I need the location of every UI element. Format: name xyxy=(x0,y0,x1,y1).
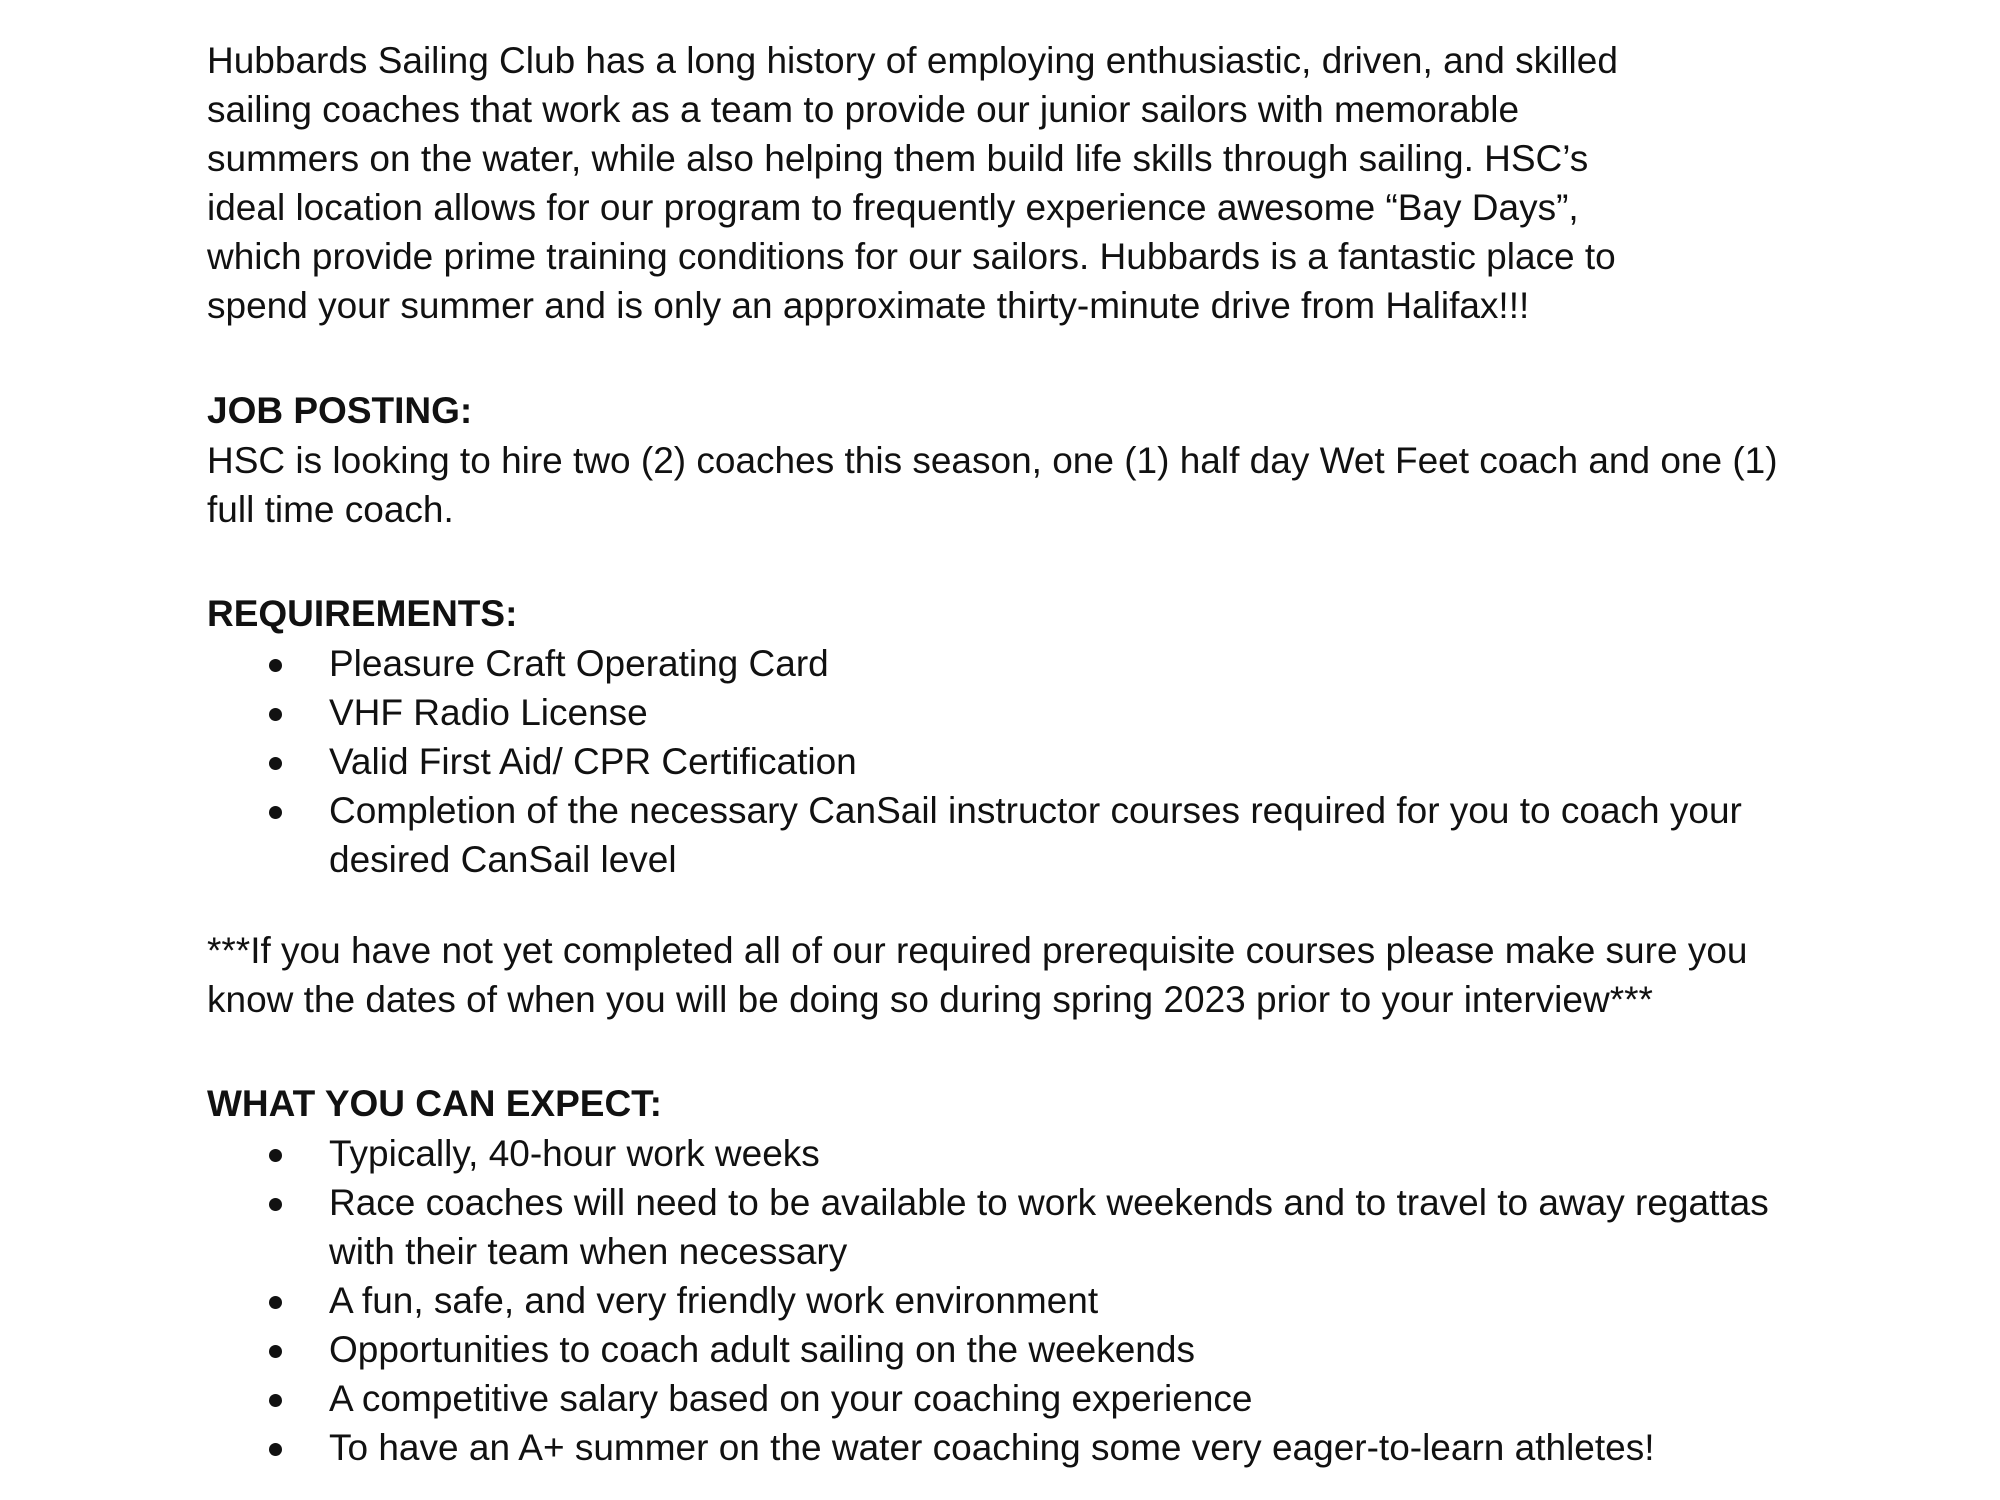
requirement-text: Pleasure Craft Operating Card xyxy=(329,643,829,684)
list-item xyxy=(207,1178,1789,1276)
requirements-section xyxy=(207,589,1807,884)
requirement-text: Completion of the necessary CanSail instructor courses required for you to coach your desired CanSail level xyxy=(329,790,1742,880)
list-item xyxy=(207,1325,1789,1374)
expectations-list xyxy=(207,1129,1807,1472)
requirement-text: Valid First Aid/ CPR Certification xyxy=(329,741,857,782)
list-item xyxy=(207,737,1789,786)
note-line: ***If you have not yet completed all of our required prerequisite courses please make sure you xyxy=(207,930,1748,971)
bullet-icon xyxy=(269,757,282,770)
job-posting-line: full time coach. xyxy=(207,489,454,530)
bullet-icon xyxy=(269,806,282,819)
expectation-text: Race coaches will need to be available to work weekends and to travel to away regattas with their team when necessary xyxy=(329,1182,1769,1272)
bullet-icon xyxy=(269,708,282,721)
job-posting-section xyxy=(207,386,1807,534)
prerequisite-note xyxy=(207,926,1807,1024)
expectation-text: Opportunities to coach adult sailing on the weekends xyxy=(329,1329,1195,1370)
expectation-text: To have an A+ summer on the water coaching some very eager-to-learn athletes! xyxy=(329,1427,1655,1468)
requirements-list xyxy=(207,639,1807,884)
requirement-text: VHF Radio License xyxy=(329,692,648,733)
intro-line: ideal location allows for our program to frequently experience awesome “Bay Days”, xyxy=(207,187,1579,228)
intro-line: Hubbards Sailing Club has a long history of employing enthusiastic, driven, and skilled xyxy=(207,40,1618,81)
intro-line: which provide prime training conditions for our sailors. Hubbards is a fantastic place to xyxy=(207,236,1616,277)
bullet-icon xyxy=(269,1443,282,1456)
expectations-heading: WHAT YOU CAN EXPECT: xyxy=(207,1083,662,1124)
expectation-text: A competitive salary based on your coaching experience xyxy=(329,1378,1253,1419)
list-item xyxy=(207,1423,1789,1472)
bullet-icon xyxy=(269,1345,282,1358)
bullet-icon xyxy=(269,1149,282,1162)
bullet-icon xyxy=(269,1394,282,1407)
requirements-heading: REQUIREMENTS: xyxy=(207,593,518,634)
job-posting-line: HSC is looking to hire two (2) coaches this season, one (1) half day Wet Feet coach and one (1) xyxy=(207,440,1778,481)
expectation-text: A fun, safe, and very friendly work environment xyxy=(329,1280,1099,1321)
bullet-icon xyxy=(269,659,282,672)
list-item xyxy=(207,1374,1789,1423)
bullet-icon xyxy=(269,1296,282,1309)
expectations-section xyxy=(207,1079,1807,1472)
note-line: know the dates of when you will be doing so during spring 2023 prior to your interview*** xyxy=(207,979,1653,1020)
job-posting-heading: JOB POSTING: xyxy=(207,390,473,431)
list-item xyxy=(207,639,1789,688)
intro-line: spend your summer and is only an approximate thirty-minute drive from Halifax!!! xyxy=(207,285,1530,326)
intro-line: sailing coaches that work as a team to provide our junior sailors with memorable xyxy=(207,89,1520,130)
intro-line: summers on the water, while also helping them build life skills through sailing. HSC’s xyxy=(207,138,1589,179)
expectation-text: Typically, 40-hour work weeks xyxy=(329,1133,820,1174)
intro-paragraph xyxy=(207,36,1807,330)
bullet-icon xyxy=(269,1198,282,1211)
list-item xyxy=(207,786,1789,884)
list-item xyxy=(207,1129,1789,1178)
list-item xyxy=(207,1276,1789,1325)
list-item xyxy=(207,688,1789,737)
job-posting-document xyxy=(207,36,1807,1472)
